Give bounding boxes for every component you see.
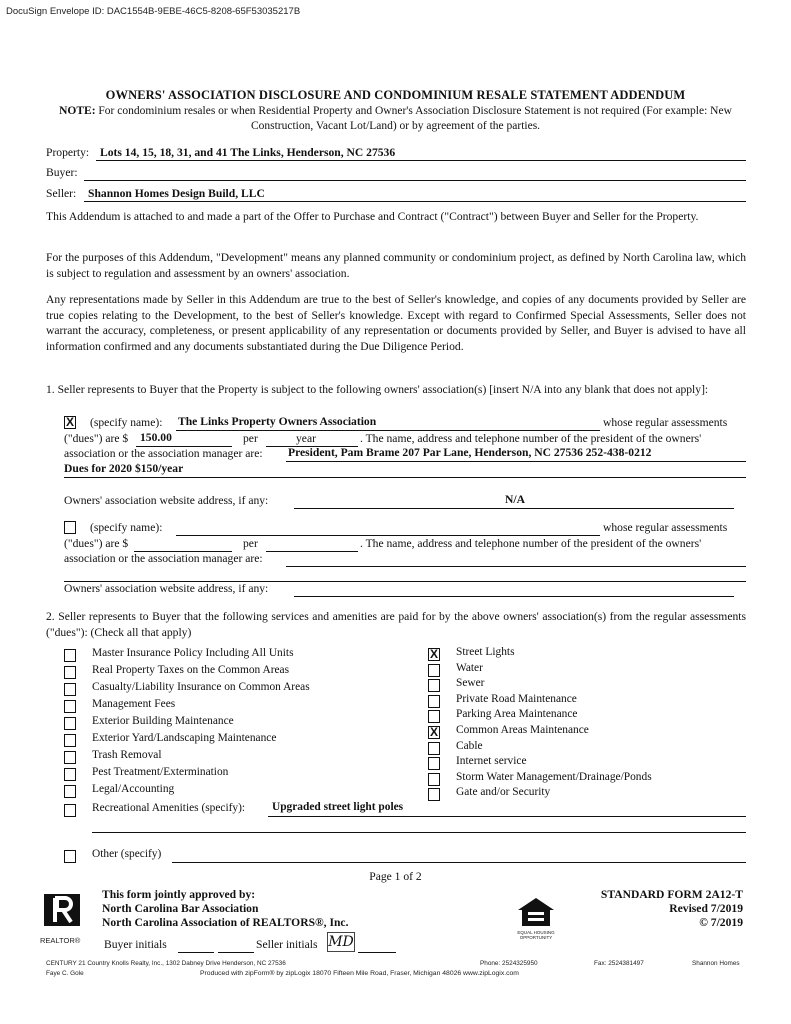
left-amenity-label: Pest Treatment/Extermination — [92, 766, 229, 778]
seller-label: Seller: — [46, 187, 77, 200]
paragraph-development: For the purposes of this Addendum, "Development" means any planned community or condominium project, as defined by North Carolina law, which is subject to regulation and assessment by an owners' association. — [46, 251, 746, 280]
assoc1-period[interactable]: year — [296, 432, 316, 445]
right-amenity-checkbox[interactable] — [428, 788, 440, 801]
form-revised: Revised 7/2019 — [669, 902, 743, 915]
recreational-line — [268, 816, 746, 817]
left-amenity-label: Master Insurance Policy Including All Units — [92, 647, 294, 659]
broker-fax: Fax: 2524381497 — [594, 960, 644, 967]
assoc2-per-label: per — [243, 537, 258, 550]
assoc2-manager-line[interactable] — [286, 566, 746, 567]
assoc1-per-label: per — [243, 432, 258, 445]
right-amenity-checkbox[interactable] — [428, 664, 440, 677]
other-line[interactable] — [172, 862, 746, 863]
right-amenity-label: Cable — [456, 739, 483, 752]
approved-line-1: This form jointly approved by: — [102, 888, 256, 901]
realtor-text: REALTOR® — [40, 936, 81, 945]
assoc2-manager-label: association or the association manager are: — [64, 552, 263, 565]
assoc1-extra[interactable]: Dues for 2020 $150/year — [64, 462, 184, 475]
page-number: Page 1 of 2 — [369, 870, 422, 883]
left-amenity-label: Casualty/Liability Insurance on Common Areas — [92, 681, 310, 693]
assoc2-website-label: Owners' association website address, if any: — [64, 582, 269, 595]
left-amenity-checkbox[interactable] — [64, 649, 76, 662]
section-2-intro: 2. Seller represents to Buyer that the following services and amenities are paid for by the above owners' association(s) from the regular assessments ("dues"): (Check all that apply) — [46, 610, 746, 639]
left-amenity-checkbox[interactable] — [64, 700, 76, 713]
right-amenity-label: Private Road Maintenance — [456, 692, 577, 705]
zipform-credit: Produced with zipForm® by zipLogix 18070 Fifteen Mile Road, Fraser, Michigan 48026 www.zipLogix.com — [200, 970, 519, 977]
left-amenity-checkbox[interactable] — [64, 666, 76, 679]
buyer-initials-line-1[interactable] — [178, 952, 214, 953]
assoc1-specify-label: (specify name): — [90, 416, 163, 429]
right-amenity-checkbox[interactable] — [428, 742, 440, 755]
right-amenity-checkbox[interactable] — [428, 710, 440, 723]
assoc2-name-line[interactable] — [176, 535, 600, 536]
recreational-line-2[interactable] — [92, 832, 746, 833]
left-amenity-label: Trash Removal — [92, 749, 162, 761]
assoc1-whose: whose regular assessments — [603, 416, 728, 429]
assoc1-name-line — [176, 430, 600, 431]
assoc1-name[interactable]: The Links Property Owners Association — [178, 415, 377, 428]
form-copyright: © 7/2019 — [699, 916, 743, 929]
paragraph-addendum: This Addendum is attached to and made a part of the Offer to Purchase and Contract ("Contract") between Buyer and Seller for the Property. — [46, 210, 699, 223]
assoc2-website-line[interactable] — [294, 596, 734, 597]
left-amenity-label: Exterior Yard/Landscaping Maintenance — [92, 732, 277, 744]
assoc1-website-line — [294, 508, 734, 509]
assoc2-checkbox[interactable] — [64, 521, 76, 534]
assoc1-manager-label: association or the association manager are: — [64, 447, 263, 460]
assoc1-website-label: Owners' association website address, if any: — [64, 494, 269, 507]
other-label: Other (specify) — [92, 848, 162, 860]
buyer-label: Buyer: — [46, 166, 78, 179]
realtor-logo-icon — [40, 892, 84, 938]
seller-initials-signature[interactable]: MD — [328, 934, 354, 950]
assoc2-president-text: . The name, address and telephone number of the president of the owners' — [360, 537, 702, 550]
other-checkbox[interactable] — [64, 850, 76, 863]
right-amenity-label: Parking Area Maintenance — [456, 708, 578, 721]
seller-value[interactable]: Shannon Homes Design Build, LLC — [88, 187, 265, 200]
right-amenity-checkbox[interactable] — [428, 695, 440, 708]
assoc2-dues-label: ("dues") are $ — [64, 537, 129, 550]
left-amenity-checkbox[interactable] — [64, 768, 76, 781]
broker-info: CENTURY 21 Country Knolls Realty, Inc., 1302 Dabney Drive Henderson, NC 27536 — [46, 960, 286, 967]
seller-initials-line-2[interactable] — [358, 952, 396, 953]
buyer-initials-line-2[interactable] — [218, 952, 254, 953]
assoc1-checkbox[interactable]: X — [65, 415, 74, 429]
property-field-line — [96, 160, 746, 161]
envelope-id: DocuSign Envelope ID: DAC1554B-9EBE-46C5-8208-65F53035217B — [6, 6, 301, 17]
recreational-value[interactable]: Upgraded street light poles — [272, 801, 404, 813]
left-amenity-checkbox[interactable] — [64, 785, 76, 798]
assoc2-period-line[interactable] — [266, 551, 358, 552]
equal-housing-text: EQUAL HOUSING OPPORTUNITY — [517, 930, 555, 940]
note-label: NOTE: — [59, 105, 96, 117]
assoc1-extra-line — [64, 477, 746, 478]
note-text: For condominium resales or when Residential Property and Owner's Association Disclosure Statement is not required (For example: New Construction, Vacant Lot/Land) or by agreement of the parties. — [98, 105, 732, 132]
form-note — [40, 104, 751, 134]
right-amenity-label: Storm Water Management/Drainage/Ponds — [456, 770, 652, 783]
right-amenity-checkbox[interactable]: X — [429, 647, 438, 661]
property-label: Property: — [46, 146, 90, 159]
assoc1-manager-line — [286, 461, 746, 462]
approved-line-2: North Carolina Bar Association — [102, 902, 259, 915]
form-number: STANDARD FORM 2A12-T — [600, 888, 743, 901]
section-1-intro: 1. Seller represents to Buyer that the Property is subject to the following owners' association(s) [insert N/A into any blank that does not apply]: — [46, 383, 709, 396]
assoc1-website-value[interactable]: N/A — [505, 493, 525, 506]
left-amenity-label: Management Fees — [92, 698, 176, 710]
right-amenity-label: Gate and/or Security — [456, 786, 551, 799]
right-amenity-label: Internet service — [456, 755, 527, 768]
assoc2-whose: whose regular assessments — [603, 521, 728, 534]
form-info-block — [601, 888, 743, 930]
assoc2-specify-label: (specify name): — [90, 521, 163, 534]
approved-line-3: North Carolina Association of REALTORS®, Inc. — [102, 916, 349, 929]
assoc1-dues-label: ("dues") are $ — [64, 432, 129, 445]
right-amenity-checkbox[interactable] — [428, 757, 440, 770]
form-title: OWNERS' ASSOCIATION DISCLOSURE AND CONDOMINIUM RESALE STATEMENT ADDENDUM — [105, 88, 686, 102]
equal-housing-icon — [516, 896, 556, 932]
seller-initials-label: Seller initials — [256, 938, 318, 951]
approved-block — [102, 888, 348, 930]
right-amenity-label: Common Areas Maintenance — [456, 724, 589, 736]
left-amenity-checkbox[interactable] — [64, 751, 76, 764]
right-amenity-checkbox[interactable] — [428, 679, 440, 692]
left-amenity-checkbox[interactable] — [64, 717, 76, 730]
right-amenity-label: Street Lights — [456, 646, 515, 658]
assoc1-amount[interactable]: 150.00 — [140, 431, 172, 444]
assoc1-president-text: . The name, address and telephone number of the president of the owners' — [360, 432, 702, 445]
left-amenity-label: Legal/Accounting — [92, 783, 175, 795]
recreational-label: Recreational Amenities (specify): — [92, 802, 246, 814]
assoc1-manager-value[interactable]: President, Pam Brame 207 Par Lane, Henderson, NC 27536 252-438-0212 — [288, 446, 652, 459]
left-amenity-label: Exterior Building Maintenance — [92, 715, 234, 727]
left-amenity-label: Real Property Taxes on the Common Areas — [92, 664, 290, 676]
right-amenity-label: Water — [456, 661, 483, 674]
seller-field-line — [84, 201, 746, 202]
recreational-checkbox[interactable] — [64, 804, 76, 817]
transaction-name: Shannon Homes — [692, 960, 740, 967]
buyer-initials-label: Buyer initials — [104, 938, 167, 951]
right-amenity-checkbox[interactable]: X — [429, 725, 438, 739]
broker-phone: Phone: 2524325950 — [480, 960, 538, 967]
paragraph-representations: Any representations made by Seller in this Addendum are true to the best of Seller's knowledge, and copies of any documents provided by Seller are true copies relating to the Development, to the best of Seller's knowledge. Except with regard to Confirmed Special Assessments, Seller does not warrant the accuracy, completeness, or present applicability of any representation or documents provided by Seller, and Buyer is advised to have all information confirmed and any documents substantiated during the Due Diligence Period. — [46, 293, 746, 353]
left-amenity-checkbox[interactable] — [64, 683, 76, 696]
agent-name: Faye C. Gole — [46, 970, 84, 977]
right-amenity-label: Sewer — [456, 677, 485, 690]
right-amenity-checkbox[interactable] — [428, 773, 440, 786]
left-amenity-checkbox[interactable] — [64, 734, 76, 747]
buyer-field-line[interactable] — [84, 180, 746, 181]
property-value[interactable]: Lots 14, 15, 18, 31, and 41 The Links, Henderson, NC 27536 — [100, 146, 396, 159]
